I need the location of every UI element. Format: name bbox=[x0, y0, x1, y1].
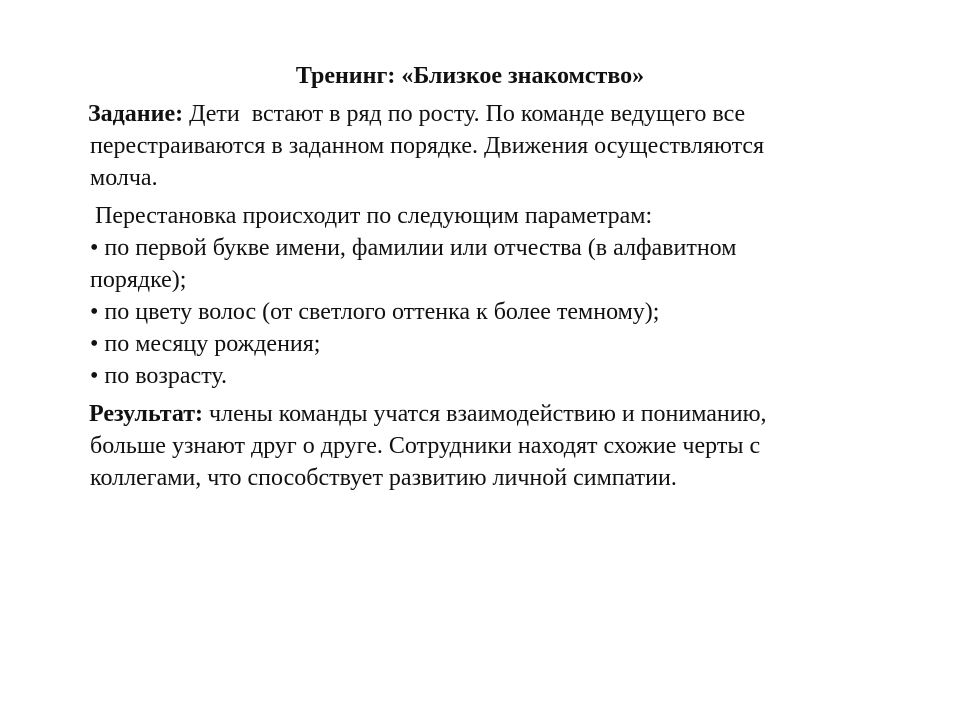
bullet-item: • по возрасту. bbox=[90, 363, 227, 389]
bullet-item-continuation: порядке); bbox=[90, 267, 187, 293]
bullet-item: • по первой букве имени, фамилии или отчества (в алфавитном bbox=[90, 235, 737, 261]
slide-title: Тренинг: «Близкое знакомство» bbox=[295, 63, 645, 89]
task-label: Задание: bbox=[88, 101, 184, 127]
bullet-item: • по месяцу рождения; bbox=[90, 331, 321, 357]
task-line-2: перестраиваются в заданном порядке. Движения осуществляются bbox=[90, 133, 765, 159]
task-text-1: Дети встают в ряд по росту. По команде ведущего все bbox=[183, 101, 746, 127]
bullet-item: • по цвету волос (от светлого оттенка к более темному); bbox=[90, 299, 660, 325]
permutation-intro: Перестановка происходит по следующим параметрам: bbox=[95, 203, 653, 229]
task-line-1 bbox=[88, 98, 745, 130]
result-label: Результат: bbox=[89, 401, 204, 427]
task-line-3: молча. bbox=[90, 165, 158, 191]
result-line-2: больше узнают друг о друге. Сотрудники находят схожие черты с bbox=[90, 433, 761, 459]
result-text-1: члены команды учатся взаимодействию и пониманию, bbox=[203, 401, 767, 427]
result-line-1 bbox=[89, 398, 767, 430]
result-line-3: коллегами, что способствует развитию личной симпатии. bbox=[90, 465, 677, 491]
